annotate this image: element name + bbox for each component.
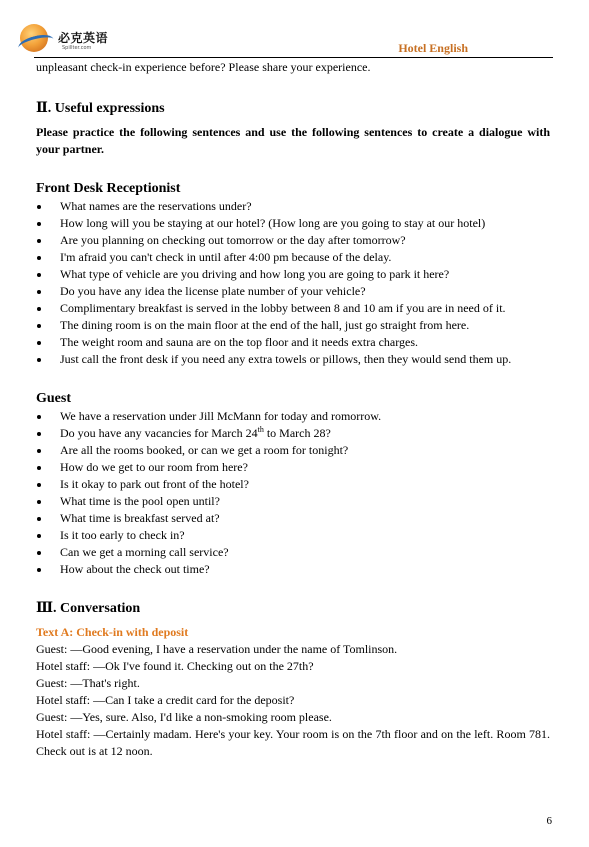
list-item: Is it too early to check in? [36,527,550,544]
list-item-text: Do you have any vacancies for March 24 [60,426,258,440]
subheading-guest: Guest [36,391,71,406]
list-item: Do you have any idea the license plate number of your vehicle? [36,283,550,300]
logo [18,24,118,54]
logo-chinese-text: 必克英语 [58,31,109,45]
page-content [36,59,550,760]
list-item: Are all the rooms booked, or can we get a room for tonight? [36,442,550,459]
dialogue-line: Hotel staff: —Can I take a credit card for the deposit? [36,693,295,707]
list-item: The dining room is on the main floor at the end of the hall, just go straight from here. [36,317,550,334]
logo-site-text: Spillter.com [62,45,92,51]
list-item: Complimentary breakfast is served in the lobby between 8 and 10 am if you are in need of it. [36,300,550,317]
section-title-useful-expressions: Ⅱ. Useful expressions [36,101,165,116]
dialogue-line: Guest: —Yes, sure. Also, I'd like a non-smoking room please. [36,710,332,724]
header-divider [34,57,553,58]
list-item: What time is the pool open until? [36,493,550,510]
section-title-conversation: Ⅲ. Conversation [36,601,141,616]
list-item: How about the check out time? [36,561,550,578]
list-item-text: to March 28? [263,426,331,440]
intro-continued-text: unpleasant check-in experience before? Please share your experience. [36,60,371,74]
list-item: How do we get to our room from here? [36,459,550,476]
list-item: I'm afraid you can't check in until after 4:00 pm because of the delay. [36,249,550,266]
list-item: Can we get a morning call service? [36,544,550,561]
front-desk-phrase-list [36,198,550,368]
instruction-text: Please practice the following sentences and use the following sentences to create a dialogue with your partner. [36,125,550,156]
list-item: Just call the front desk if you need any extra towels or pillows, then they would send them up. [36,351,550,368]
list-item: Is it okay to park out front of the hotel? [36,476,550,493]
list-item: How long will you be staying at our hotel? (How long are you going to stay at our hotel) [36,215,550,232]
list-item [36,425,550,442]
page-number: 6 [546,815,552,827]
list-item: Are you planning on checking out tomorrow or the day after tomorrow? [36,232,550,249]
dialogue-line: Hotel staff: —Ok I've found it. Checking out on the 27th? [36,659,314,673]
guest-phrase-list [36,408,550,578]
list-item: What time is breakfast served at? [36,510,550,527]
list-item: What type of vehicle are you driving and how long you are going to park it here? [36,266,550,283]
text-a-title: Text A: Check-in with deposit [36,625,189,639]
list-item: We have a reservation under Jill McMann for today and romorrow. [36,408,550,425]
list-item: What names are the reservations under? [36,198,550,215]
conversation-text [36,641,550,760]
dialogue-line: Guest: —Good evening, I have a reservation under the name of Tomlinson. [36,642,398,656]
dialogue-line: Guest: —That's right. [36,676,140,690]
dialogue-line: Hotel staff: —Certainly madam. Here's your key. Your room is on the 7th floor and on the left. Room 781. Check out is at 12 noon. [36,727,550,758]
ordinal-suffix: th [257,425,264,434]
subheading-front-desk: Front Desk Receptionist [36,181,181,196]
header-title: Hotel English [398,41,468,55]
list-item: The weight room and sauna are on the top floor and it needs extra charges. [36,334,550,351]
